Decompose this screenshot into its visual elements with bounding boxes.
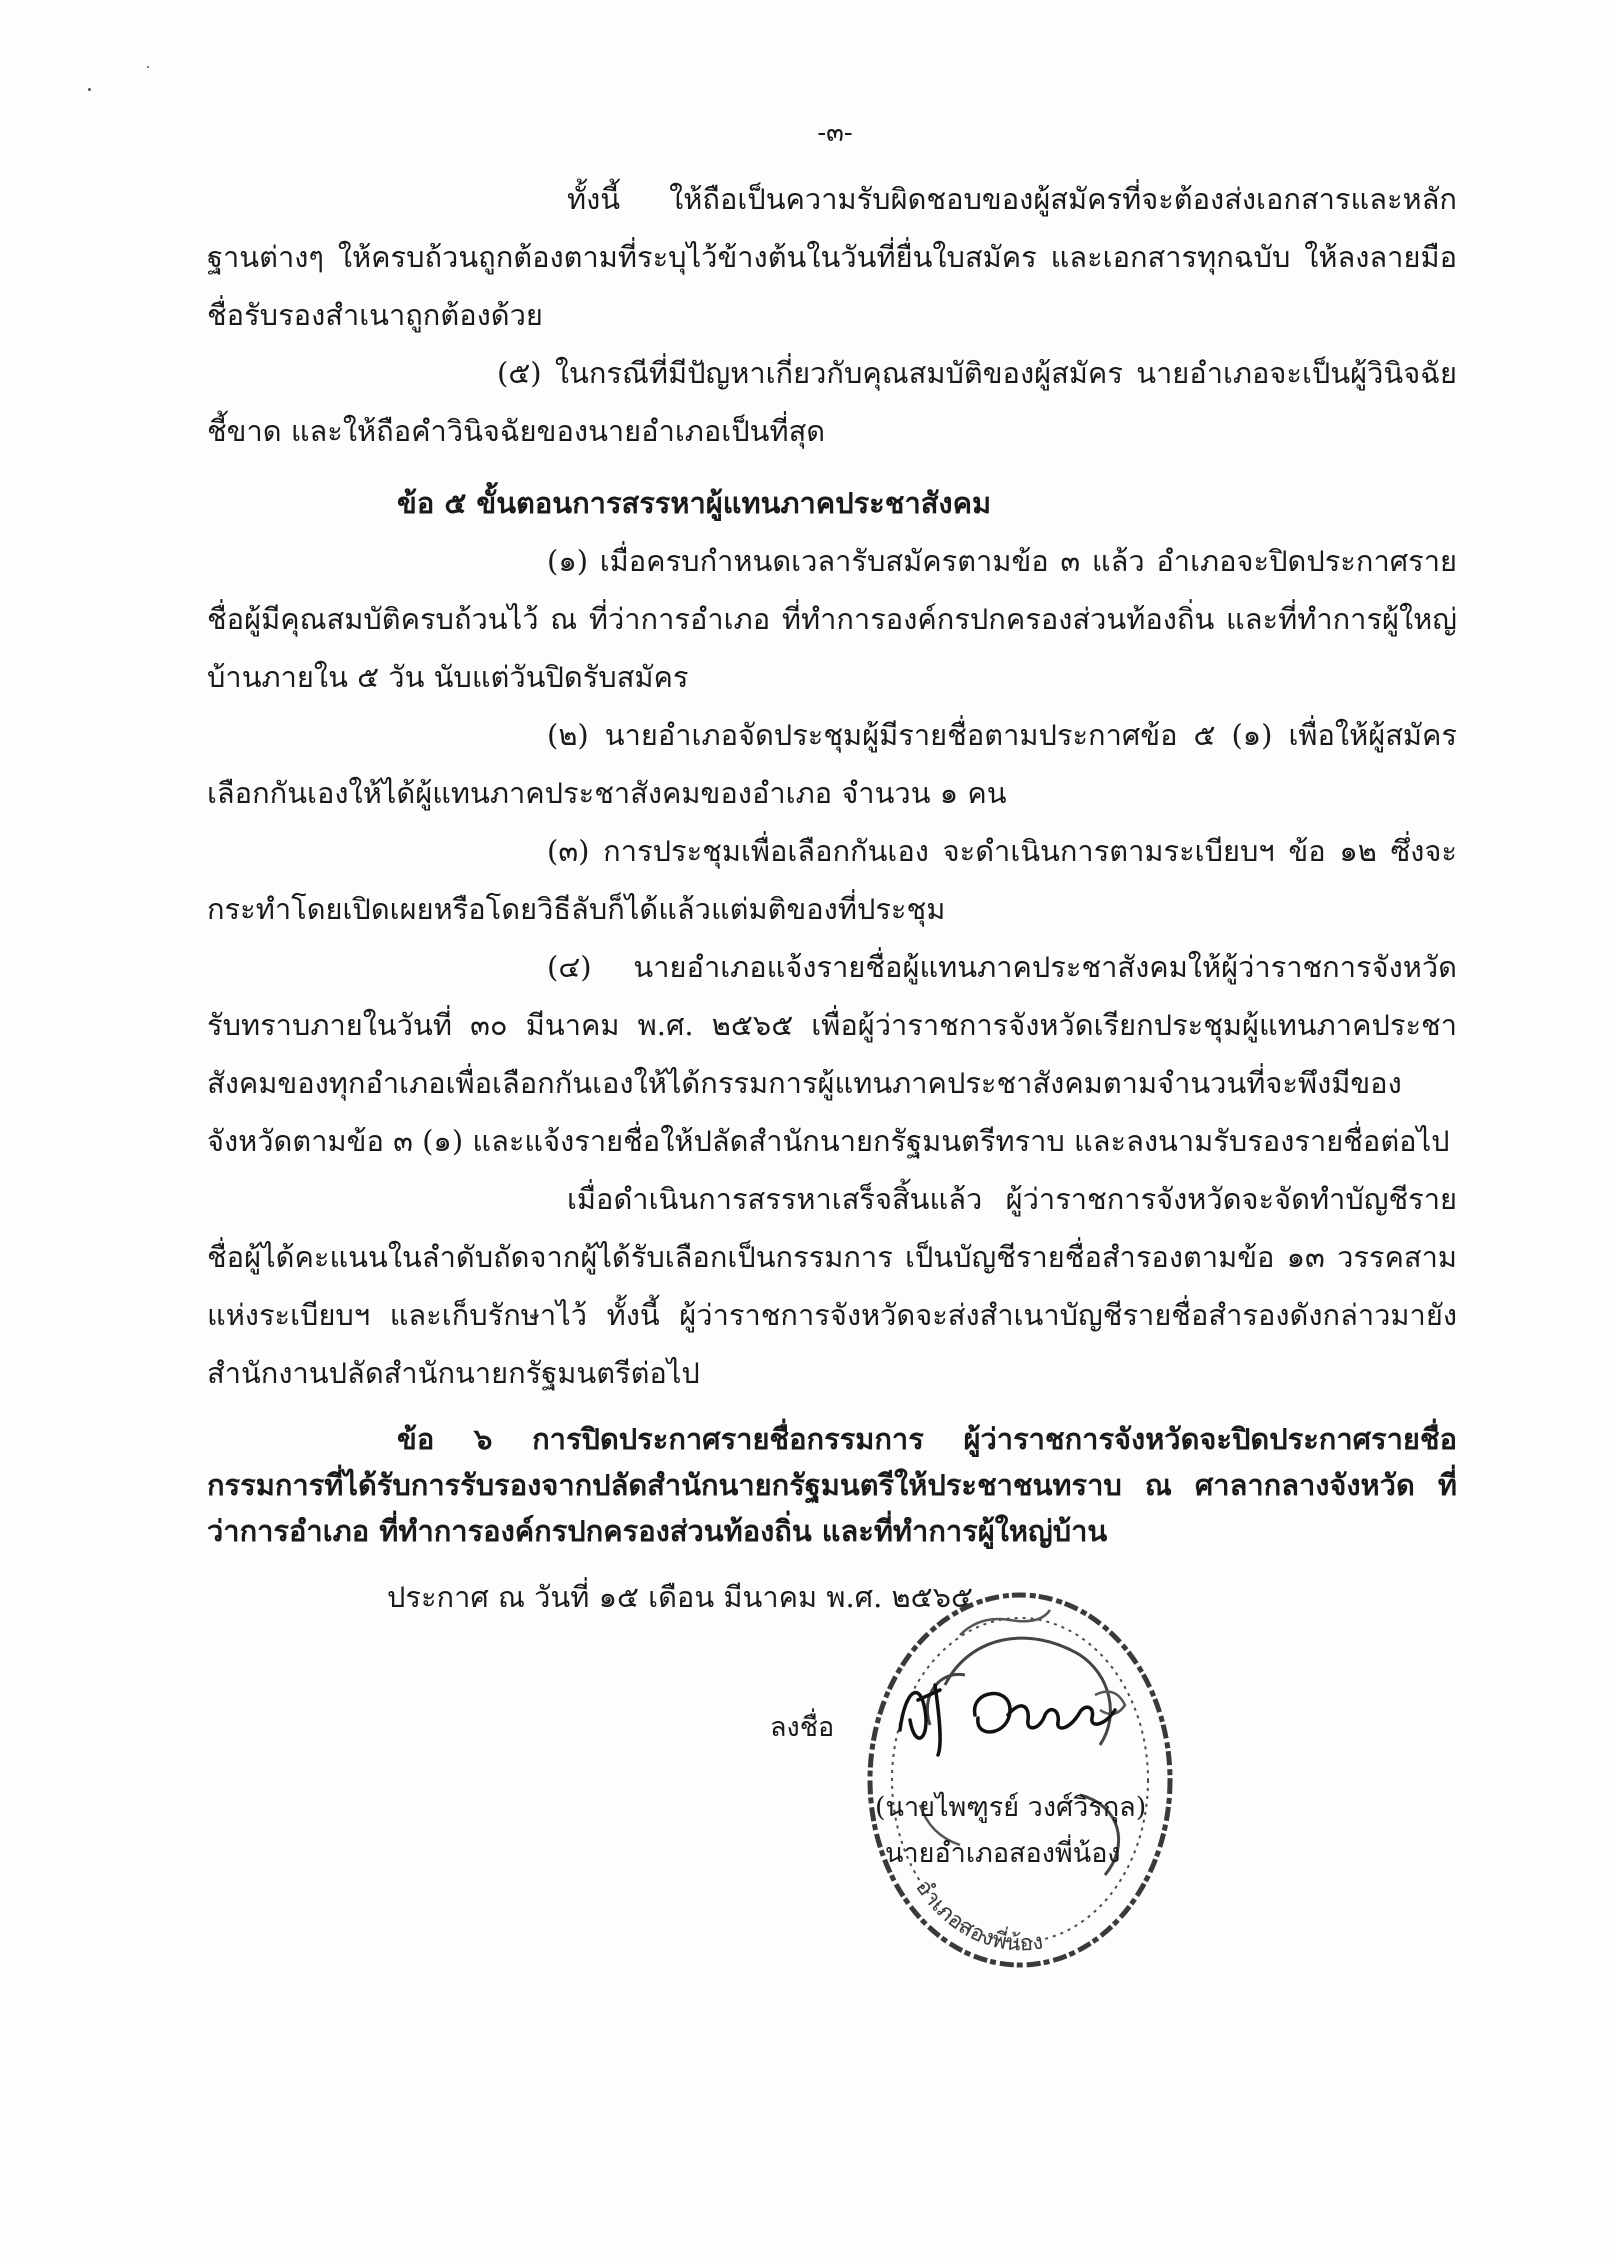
scan-speck: [88, 88, 91, 91]
document-body: [207, 170, 1457, 1626]
signatory-name: (นายไพฑูรย์ วงศ์วิรกุล): [875, 1792, 1147, 1823]
signatory-title: นายอำเภอสองพี่น้อง: [885, 1838, 1121, 1869]
handwritten-signature: [880, 1660, 1140, 1770]
paragraph-step-2: (๒) นายอำเภอจัดประชุมผู้มีรายชื่อตามประกาศข้อ ๕ (๑) เพื่อให้ผู้สมัครเลือกกันเองให้ได้ผู้แทนภาคประชาสังคมของอำเภอ จำนวน ๑ คน: [207, 718, 1457, 810]
svg-text:อำเภอสองพี่น้อง: [910, 1875, 1044, 1956]
paragraph-completion: เมื่อดำเนินการสรรหาเสร็จสิ้นแล้ว ผู้ว่าราชการจังหวัดจะจัดทำบัญชีรายชื่อผู้ได้คะแนนในลำดับถัดจากผู้ได้รับเลือกเป็นกรรมการ เป็นบัญชีรายชื่อสำรองตามข้อ ๑๓ วรรคสามแห่งระเบียบฯ และเก็บรักษาไว้ ทั้งนี้ ผู้ว่าราชการจังหวัดจะส่งสำเนาบัญชีรายชื่อสำรองดังกล่าวมายังสำนักงานปลัดสำนักนายกรัฐมนตรีต่อไป: [207, 1182, 1457, 1390]
scan-speck: [147, 66, 149, 68]
seal-text: อำเภอสองพี่น้อง: [910, 1875, 1045, 1957]
signature-label: ลงชื่อ: [770, 1712, 835, 1743]
section-paragraph-6: ข้อ ๖ การปิดประกาศรายชื่อกรรมการ ผู้ว่าราชการจังหวัดจะปิดประกาศรายชื่อกรรมการที่ได้รับการรับรองจากปลัดสำนักนายกรัฐมนตรีให้ประชาชนทราบ ณ ศาลากลางจังหวัด ที่ว่าการอำเภอ ที่ทำการองค์กรปกครองส่วนท้องถิ่น และที่ทำการผู้ใหญ่บ้าน: [207, 1422, 1457, 1548]
paragraph-step-3: (๓) การประชุมเพื่อเลือกกันเอง จะดำเนินการตามระเบียบฯ ข้อ ๑๒ ซึ่งจะกระทำโดยเปิดเผยหรือโดยวิธีลับก็ได้แล้วแต่มติของที่ประชุม: [207, 834, 1457, 926]
paragraph-step-1: (๑) เมื่อครบกำหนดเวลารับสมัครตามข้อ ๓ แล้ว อำเภอจะปิดประกาศรายชื่อผู้มีคุณสมบัติครบถ้วนไว้ ณ ที่ว่าการอำเภอ ที่ทำการองค์กรปกครองส่วนท้องถิ่น และที่ทำการผู้ใหญ่บ้านภายใน ๕ วัน นับแต่วันปิดรับสมัคร: [207, 544, 1457, 694]
paragraph-step-4: (๔) นายอำเภอแจ้งรายชื่อผู้แทนภาคประชาสังคมให้ผู้ว่าราชการจังหวัดรับทราบภายในวันที่ ๓๐ มีนาคม พ.ศ. ๒๕๖๕ เพื่อผู้ว่าราชการจังหวัดเรียกประชุมผู้แทนภาคประชาสังคมของทุกอำเภอเพื่อเลือกกันเองให้ได้กรรมการผู้แทนภาคประชาสังคมตามจำนวนที่จะพึงมีของจังหวัดตามข้อ ๓ (๑) และแจ้งรายชื่อให้ปลัดสำนักนายกรัฐมนตรีทราบ และลงนามรับรองรายชื่อต่อไป: [207, 950, 1457, 1158]
official-seal-stamp: [850, 1575, 1180, 1985]
announcement-date: ประกาศ ณ วันที่ ๑๕ เดือน มีนาคม พ.ศ. ๒๕๖๕: [387, 1580, 973, 1614]
paragraph-responsibility: ทั้งนี้ ให้ถือเป็นความรับผิดชอบของผู้สมัครที่จะต้องส่งเอกสารและหลักฐานต่างๆ ให้ครบถ้วนถูกต้องตามที่ระบุไว้ข้างต้นในวันที่ยื่นใบสมัคร และเอกสารทุกฉบับ ให้ลงลายมือชื่อรับรองสำเนาถูกต้องด้วย: [207, 182, 1457, 332]
section-heading-5: ข้อ ๕ ขั้นตอนการสรรหาผู้แทนภาคประชาสังคม: [397, 486, 992, 520]
page-number: -๓-: [817, 118, 853, 148]
paragraph-item-5: (๕) ในกรณีที่มีปัญหาเกี่ยวกับคุณสมบัติของผู้สมัคร นายอำเภอจะเป็นผู้วินิจฉัยชี้ขาด และให้ถือคำวินิจฉัยของนายอำเภอเป็นที่สุด: [207, 356, 1457, 448]
